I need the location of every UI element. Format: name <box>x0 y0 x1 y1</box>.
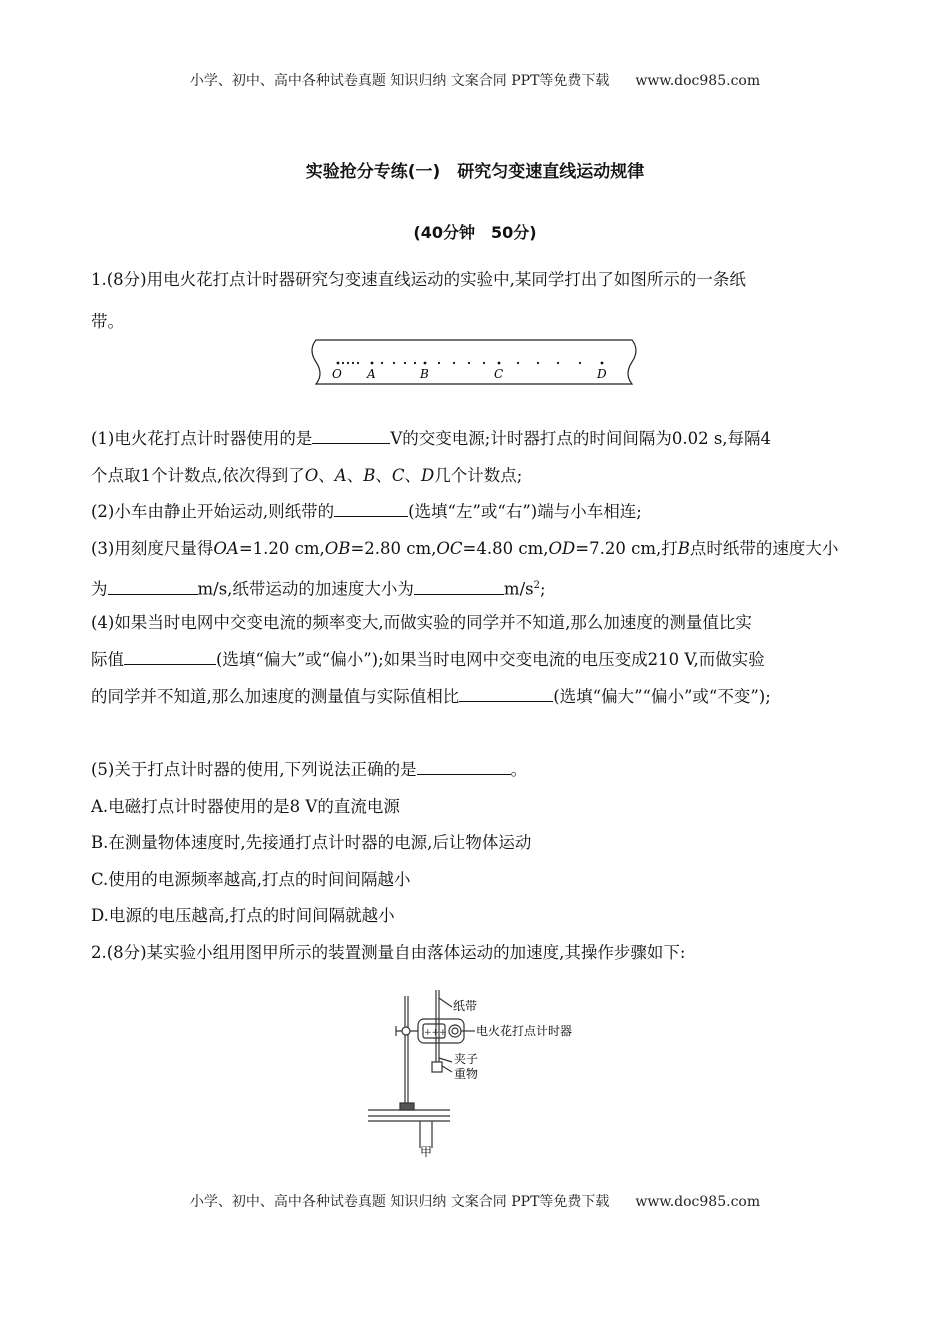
tape-label-b: B <box>420 367 429 381</box>
sep: 、 <box>318 466 335 485</box>
var: OC <box>436 539 463 558</box>
text: (5)关于打点计时器的使用,下列说法正确的是 <box>91 760 417 779</box>
sep: 、 <box>375 466 392 485</box>
q1-part3-line1 <box>91 537 838 561</box>
label-tape: 纸带 <box>453 999 478 1013</box>
text: (2)小车由静止开始运动,则纸带的 <box>91 502 335 521</box>
answer-blank[interactable] <box>312 427 390 444</box>
tape-dots <box>337 362 604 365</box>
q1-part4-line2 <box>91 648 765 672</box>
text: (3)用刻度尺量得 <box>91 539 214 558</box>
text: =7.20 cm,打 <box>575 539 678 558</box>
q1-part4-line3 <box>91 685 771 709</box>
option-d: D.电源的电压越高,打点的时间间隔就越小 <box>91 906 395 925</box>
q2-stem: 2.(8分)某实验小组用图甲所示的装置测量自由落体运动的加速度,其操作步骤如下: <box>91 943 686 962</box>
figure-caption: 甲 <box>420 1145 433 1159</box>
point-o: O <box>304 466 319 485</box>
tape-label-d: D <box>597 367 607 381</box>
q1-part3-line2 <box>91 574 546 602</box>
q1-stem-line2: 带。 <box>91 312 124 331</box>
text: =4.80 cm, <box>462 539 549 558</box>
point-d: D <box>420 466 435 485</box>
text: m/s <box>503 579 534 599</box>
page-header <box>0 70 950 90</box>
q1-part1-line2 <box>91 464 522 488</box>
header-text: 小学、初中、高中各种试卷真题 知识归纳 文案合同 PPT等免费下载 <box>189 73 610 89</box>
point-b: B <box>363 466 376 485</box>
apparatus-figure <box>360 990 610 1160</box>
option-c: C.使用的电源频率越高,打点的时间间隔越小 <box>91 870 411 889</box>
text: (选填“偏大”“偏小”或“不变”); <box>553 687 771 706</box>
tape-label-o: O <box>332 367 342 381</box>
page-subtitle: (40分钟 50分) <box>413 223 537 242</box>
page-footer <box>0 1191 950 1211</box>
q1-part2 <box>91 500 642 524</box>
q1-part5 <box>91 758 527 782</box>
answer-blank[interactable] <box>414 578 504 595</box>
label-timer: 电火花打点计时器 <box>476 1024 573 1038</box>
var: B <box>677 539 690 558</box>
text: 个点取1个计数点,依次得到了 <box>91 466 305 485</box>
text: 。 <box>510 760 528 779</box>
q1-stem-line1: 1.(8分)用电火花打点计时器研究匀变速直线运动的实验中,某同学打出了如图所示的一条纸 <box>91 270 746 289</box>
text: =2.80 cm, <box>350 539 437 558</box>
text: 为 <box>91 579 108 599</box>
text: (选填“偏大”或“偏小”);如果当时电网中交变电流的电压变成210 V,而做实验 <box>216 650 765 669</box>
page-title: 实验抢分专练(一) 研究匀变速直线运动规律 <box>305 162 645 182</box>
tape-outline <box>312 340 636 384</box>
q1-part4-line1: (4)如果当时电网中交变电流的频率变大,而做实验的同学并不知道,那么加速度的测量值比实 <box>91 613 752 632</box>
option-a: A.电磁打点计时器使用的是8 V的直流电源 <box>91 797 400 816</box>
tape-label-c: C <box>494 367 504 381</box>
text: 的同学并不知道,那么加速度的测量值与实际值相比 <box>91 687 460 706</box>
answer-blank[interactable] <box>124 648 216 665</box>
answer-blank[interactable] <box>108 578 198 595</box>
label-clip: 夹子 <box>454 1052 479 1066</box>
answer-blank[interactable] <box>417 758 511 775</box>
text: ; <box>539 579 546 599</box>
answer-blank[interactable] <box>334 500 408 517</box>
point-c: C <box>391 466 405 485</box>
q1-part1-line1 <box>91 427 771 451</box>
option-b: B.在测量物体速度时,先接通打点计时器的电源,后让物体运动 <box>91 833 532 852</box>
text: m/s,纸带运动的加速度大小为 <box>197 579 414 599</box>
footer-text: 小学、初中、高中各种试卷真题 知识归纳 文案合同 PPT等免费下载 <box>189 1194 610 1210</box>
text: V的交变电源;计时器打点的时间间隔为0.02 s,每隔4 <box>390 429 772 448</box>
text: 几个计数点; <box>434 466 523 485</box>
var: OB <box>324 539 351 558</box>
text: 际值 <box>91 650 124 669</box>
text: 点时纸带的速度大小 <box>689 539 839 558</box>
text: (1)电火花打点计时器使用的是 <box>91 429 313 448</box>
footer-site: www.doc985.com <box>635 1194 761 1210</box>
point-a: A <box>334 466 347 485</box>
var: OD <box>548 539 576 558</box>
text: (选填“左”或“右”)端与小车相连; <box>408 502 642 521</box>
svg-text:+++: +++ <box>424 1028 447 1038</box>
label-weight: 重物 <box>454 1067 479 1081</box>
var: OA <box>213 539 239 558</box>
answer-blank[interactable] <box>459 685 553 702</box>
paper-tape-figure <box>310 336 640 388</box>
tape-label-a: A <box>367 367 376 381</box>
superscript: 2 <box>533 580 540 591</box>
text: =1.20 cm, <box>238 539 325 558</box>
weight <box>432 1062 442 1072</box>
sep: 、 <box>404 466 421 485</box>
header-site: www.doc985.com <box>635 73 761 89</box>
sep: 、 <box>346 466 364 485</box>
